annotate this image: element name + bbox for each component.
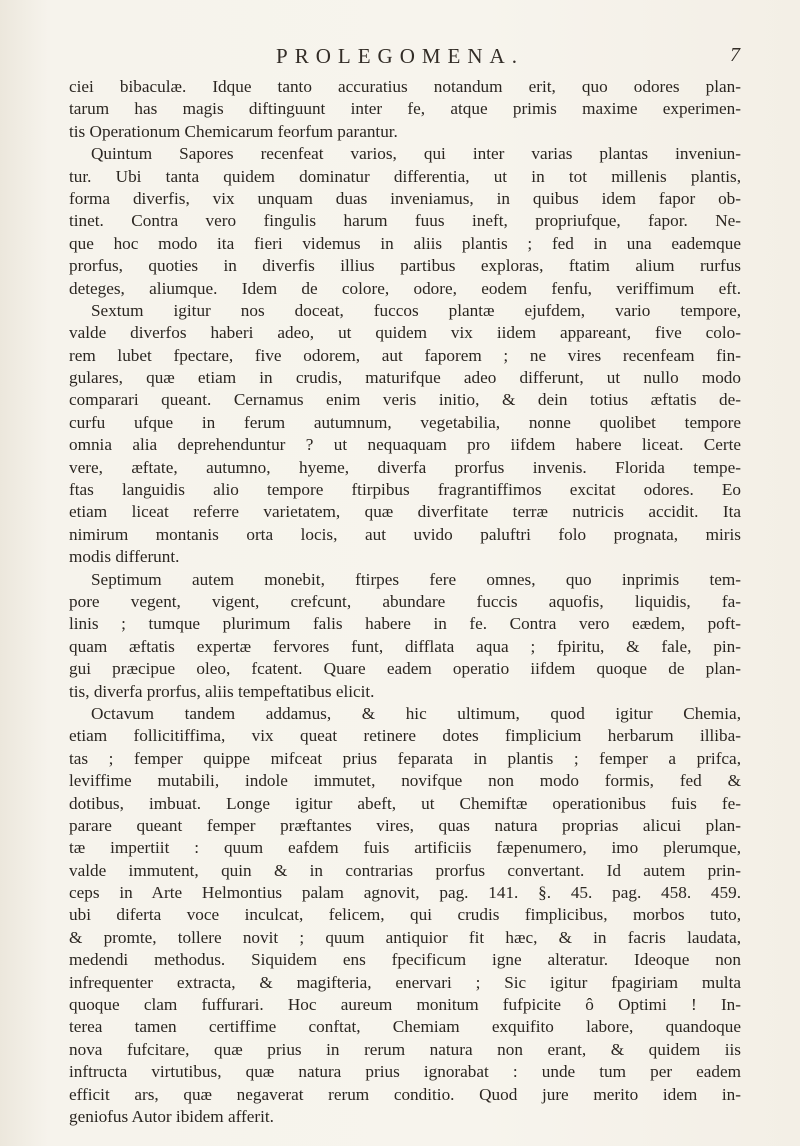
text-line: & promte, tollere novit ; quum antiquior fit hæc, & in facris laudata,	[69, 927, 741, 947]
text-line: comparari queant. Cernamus enim veris initio, & dein totius æftatis de-	[69, 390, 741, 410]
text-line: dotibus, imbuat. Longe igitur abeft, ut Chemiftæ operationibus fuis fe-	[69, 793, 741, 813]
text-line: terea tamen certiffime conftat, Chemiam exquifito labore, quandoque	[69, 1017, 741, 1037]
text-line: vere, æftate, autumno, hyeme, diverfa prorfus invenis. Florida tempe-	[69, 457, 741, 477]
text-line: tas ; femper quippe mifceat prius feparata in plantis ; femper a prifca,	[69, 748, 741, 768]
text-line: leviffime mutabili, indole immutet, novifque non modo formis, fed &	[69, 771, 741, 791]
text-line: pore vegent, vigent, crefcunt, abundare fuccis aquofis, liquidis, fa-	[69, 591, 741, 611]
text-line: geniofus Autor ibidem afferit.	[69, 1106, 274, 1126]
text-line: omnia alia deprehenduntur ? ut nequaquam pro iifdem habere liceat. Certe	[69, 435, 741, 455]
text-line: quoque clam fuffurari. Hoc aureum monitum fufpicite ô Optimi ! In-	[69, 995, 741, 1015]
text-line: que hoc modo ita fieri videmus in aliis plantis ; fed in una eademque	[69, 233, 741, 253]
text-line: Quintum Sapores recenfeat varios, qui inter varias plantas inveniun-	[91, 144, 741, 164]
text-line: ftas languidis alio tempore ftirpibus fragrantiffimos excitat odores. Eo	[69, 480, 741, 500]
text-line: linis ; tumque plurimum falis habere in fe. Contra vero eædem, poft-	[69, 614, 741, 634]
text-line: tarum has magis diftinguunt inter fe, atque primis maxime experimen-	[69, 99, 741, 119]
text-line: quam æftatis expertæ fervores funt, difflata aqua ; fpiritu, & fale, pin-	[69, 636, 741, 656]
text-line: ceps in Arte Helmontius palam agnovit, pag. 141. §. 45. pag. 458. 459.	[69, 883, 741, 903]
text-line: curfu ufque in ferum autumnum, vegetabilia, nonne quolibet tempore	[69, 412, 741, 432]
text-line: gui præcipue oleo, fcatent. Quare eadem operatio iifdem quoque de plan-	[69, 659, 741, 679]
text-line: modis differunt.	[69, 547, 180, 567]
text-line: tæ impertiit : quum eafdem fuis artificiis fæpenumero, imo plerumque,	[69, 838, 741, 858]
text-line: Septimum autem monebit, ftirpes fere omnes, quo inprimis tem-	[91, 569, 741, 589]
text-line: gulares, quæ etiam in crudis, maturifque adeo differunt, ut nullo modo	[69, 368, 741, 388]
text-line: Sextum igitur nos doceat, fuccos plantæ ejufdem, vario tempore,	[91, 300, 741, 320]
text-line: medendi methodus. Siquidem ens fpecificum igne alteratur. Ideoque non	[69, 950, 741, 970]
text-line: etiam follicitiffima, vix queat retinere dotes fimplicium herbarum illiba-	[69, 726, 741, 746]
text-line: nimirum montanis orta locis, aut uvido paluftri folo prognata, miris	[69, 524, 741, 544]
text-line: valde diverfos haberi adeo, ut quidem vix iidem appareant, five colo-	[69, 323, 741, 343]
text-line: etiam liceat referre varietatem, quæ diverfitate terræ nutricis accidit. Ita	[69, 502, 741, 522]
text-line: prorfus, quoties in diverfis illius partibus exploras, ftatim alium rurfus	[69, 256, 741, 276]
text-line: inftructa virtutibus, quæ natura prius ignorabat : unde tum per eadem	[69, 1062, 741, 1082]
text-line: rem lubet fpectare, five odorem, aut faporem ; ne vires recenfeam fin-	[69, 345, 741, 365]
text-line: nova fufcitare, quæ prius in rerum natura non erant, & quidem iis	[69, 1039, 741, 1059]
text-line: ubi diferta voce inculcat, felicem, qui crudis fimplicibus, morbos tuto,	[69, 905, 741, 925]
running-title: PROLEGOMENA.	[276, 44, 524, 68]
text-line: infrequenter extracta, & magifteria, enervari ; Sic igitur fpagiriam multa	[69, 972, 741, 992]
text-line: deteges, aliumque. Idem de colore, odore, eodem fenfu, veriffimum eft.	[69, 278, 741, 298]
text-line: valde immutent, quin & in contrarias prorfus convertant. Id autem prin-	[69, 860, 741, 880]
body-text	[69, 76, 741, 1128]
text-line: forma diverfis, vix unquam duas inveniamus, in quibus idem fapor ob-	[69, 188, 741, 208]
text-line: efficit ars, quæ negaverat rerum conditio. Quod jure merito idem in-	[69, 1084, 741, 1104]
text-line: parare queant femper præftantes vires, quas natura proprias alicui plan-	[69, 815, 741, 835]
page-number: 7	[730, 44, 740, 66]
text-line: Octavum tandem addamus, & hic ultimum, quod igitur Chemia,	[91, 703, 741, 723]
text-line: ciei bibaculæ. Idque tanto accuratius notandum erit, quo odores plan-	[69, 77, 741, 96]
text-line: tis Operationum Chemicarum feorfum parantur.	[69, 121, 398, 141]
text-line: tur. Ubi tanta quidem dominatur differentia, ut in tot millenis plantis,	[69, 166, 741, 186]
text-line: tinet. Contra vero fingulis harum fuus ineft, propriufque, fapor. Ne-	[69, 211, 741, 231]
text-line: tis, diverfa prorfus, aliis tempeftatibus elicit.	[69, 681, 375, 701]
